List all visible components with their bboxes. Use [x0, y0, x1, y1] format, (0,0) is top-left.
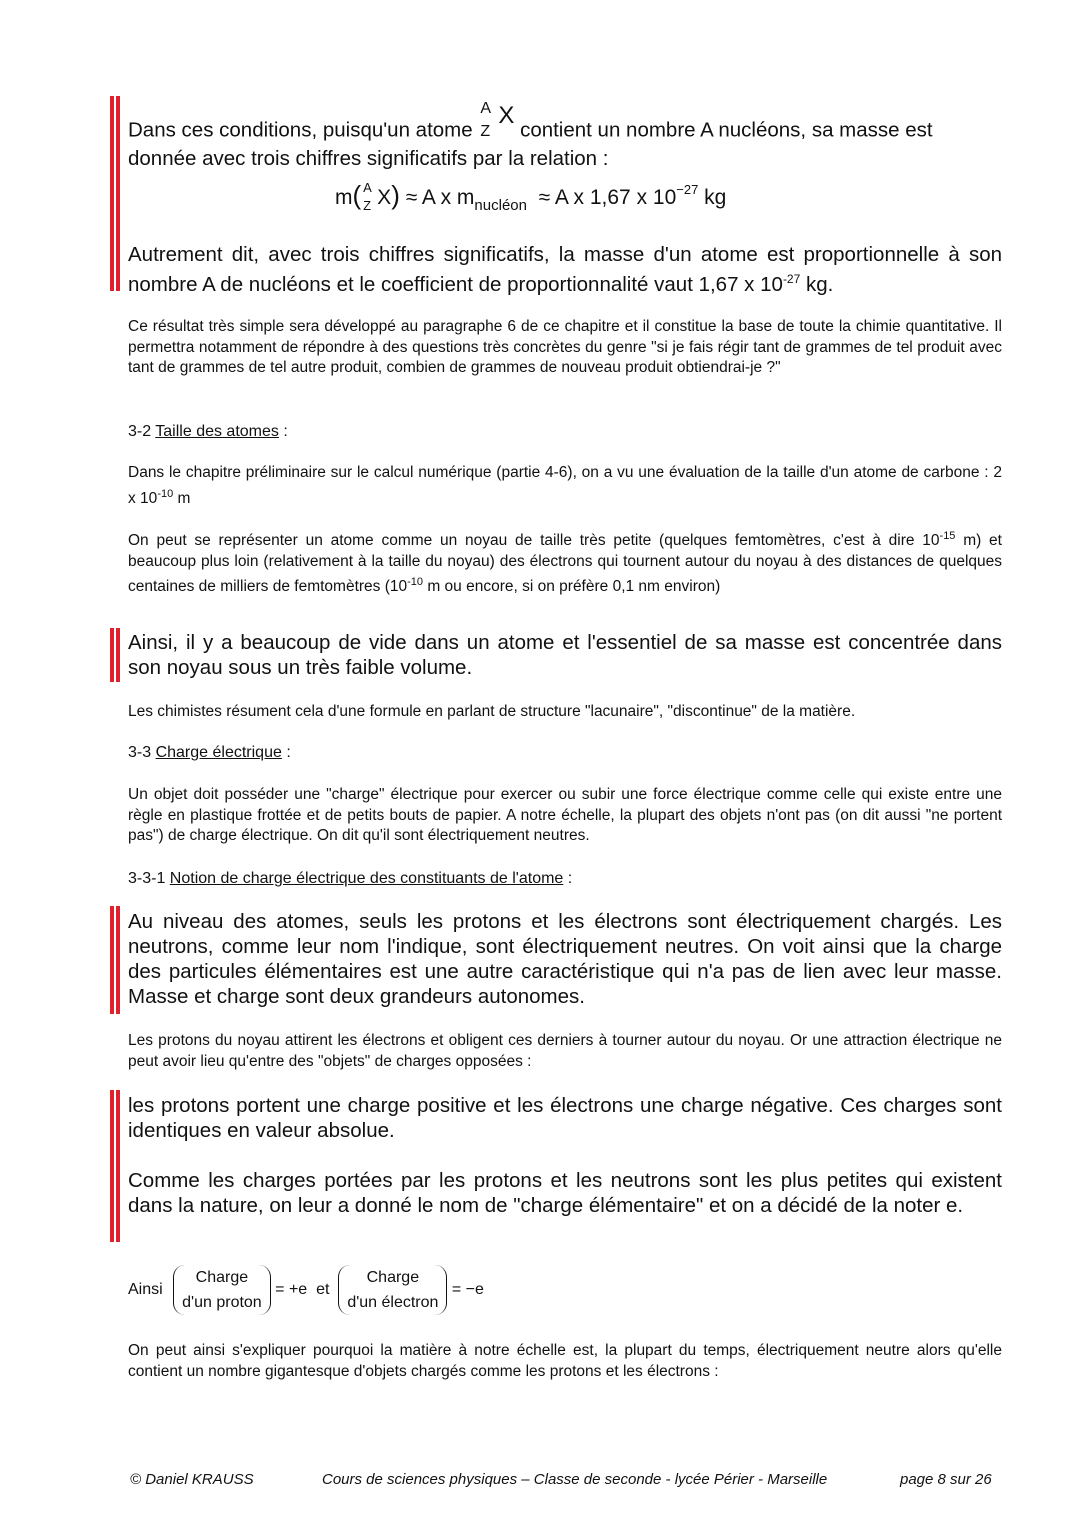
paragraph-charged-particles: Au niveau des atomes, seuls les protons et les électrons sont électriquement chargés. Les neutrons, comme leur nom l'indique, sont électriquement neutres. On voit ainsi que la charge des particules élémentaires est une autre caractéristique qui n'a pas de lien avec leur masse. Masse et charge sont deux grandeurs autonomes.	[128, 910, 1002, 1008]
charge-equation: Ainsi Charge d'un proton = +e et Charge d'un électron = −e	[128, 1265, 484, 1315]
proton-charge-fraction: Charge d'un proton	[173, 1265, 271, 1315]
paragraph-neutral-matter: On peut ainsi s'expliquer pourquoi la matière à notre échelle est, la plupart du temps, électriquement neutre alors qu'elle contient un nombre gigantesque d'objets chargés comme les protons et les électrons :	[128, 1342, 1002, 1380]
paragraph-mass-intro: Dans ces conditions, puisqu'un atome A Z X contient un nombre A nucléons, sa masse est donnée avec trois chiffres significatifs par la relation :	[128, 100, 933, 170]
paragraph-attraction: Les protons du noyau attirent les électrons et obligent ces derniers à tourner autour du noyau. Or une attraction électrique ne peut avoir lieu qu'entre des "objets" de charges opposées :	[128, 1032, 1002, 1070]
paragraph-elementary-charge: Comme les charges portées par les protons et les neutrons sont les plus petites qui existent dans la nature, on leur a donné le nom de "charge élémentaire" et on a décidé de la noter e.	[128, 1169, 1002, 1217]
highlight-bar	[110, 628, 120, 682]
footer-course: Cours de sciences physiques – Classe de seconde - lycée Périer - Marseille	[322, 1471, 828, 1488]
mass-formula: m( A Z X) ≈ A x $m_{nucléon} \approx A$ x 1,67 x $10^{-27}$ kg	[335, 180, 727, 214]
highlight-bar	[110, 96, 120, 291]
paragraph-empty-space: Ainsi, il y a beaucoup de vide dans un atome et l'essentiel de sa masse est concentrée dans son noyau sous un très faible volume.	[128, 631, 1002, 679]
footer-page-number: page 8 sur 26	[900, 1471, 992, 1488]
section-heading-3-3: 3-3 Charge électrique :	[128, 744, 291, 761]
electron-charge-fraction: Charge d'un électron	[338, 1265, 447, 1315]
highlight-bar	[110, 1090, 120, 1242]
footer-author: © Daniel KRAUSS	[130, 1471, 254, 1488]
section-heading-3-2: 3-2 Taille des atomes :	[128, 423, 288, 440]
paragraph-proportionality: Autrement dit, avec trois chiffres significatifs, la masse d'un atome est proportionnelle à son nombre A de nucléons et le coefficient de proportionnalité vaut 1,67 x $10^{-27}$ kg.	[128, 243, 1002, 296]
paragraph-charge-object: Un objet doit posséder une "charge" électrique pour exercer ou subir une force électrique comme celle qui existe entre une règle en plastique frottée et de petits bouts de papier. A notre échelle, la plupart des objets n'ont pas (on dit aussi "ne portent pas") de charge électrique. On dit qu'il sont électriquement neutres.	[128, 786, 1002, 844]
paragraph-lacunar: Les chimistes résument cela d'une formule en parlant de structure "lacunaire", "discontinue" de la matière.	[128, 703, 856, 720]
section-heading-3-3-1: 3-3-1 Notion de charge électrique des constituants de l'atome :	[128, 870, 573, 887]
highlight-bar	[110, 906, 120, 1014]
paragraph-carbon-size: Dans le chapitre préliminaire sur le calcul numérique (partie 4-6), on a vu une évaluation de la taille d'un atome de carbone : 2 x $10^{-10}$ m	[128, 464, 1002, 507]
paragraph-charge-signs: les protons portent une charge positive et les électrons une charge négative. Ces charges sont identiques en valeur absolue.	[128, 1094, 1002, 1142]
paragraph-quantitative-chemistry: Ce résultat très simple sera développé au paragraphe 6 de ce chapitre et il constitue la base de toute la chimie quantitative. Il permettra notamment de répondre à des questions très concrètes du genre "si je fais régir tant de grammes de tel produit avec tant de grammes de tel autre produit, combien de grammes de nouveau produit obtiendrai-je ?"	[128, 318, 1002, 376]
paragraph-atom-model: On peut se représenter un atome comme un noyau de taille très petite (quelques femtomètres, c'est à dire $10^{-15}$ m) et beaucoup plus loin (relativement à la taille du noyau) des électrons qui tournent autour du noyau à des distances de quelques centaines de milliers de femtomètres ($10^{-10}$ m ou encore, si on préfère 0,1 nm environ)	[128, 530, 1002, 596]
nuclide-symbol: A Z X	[480, 100, 515, 140]
